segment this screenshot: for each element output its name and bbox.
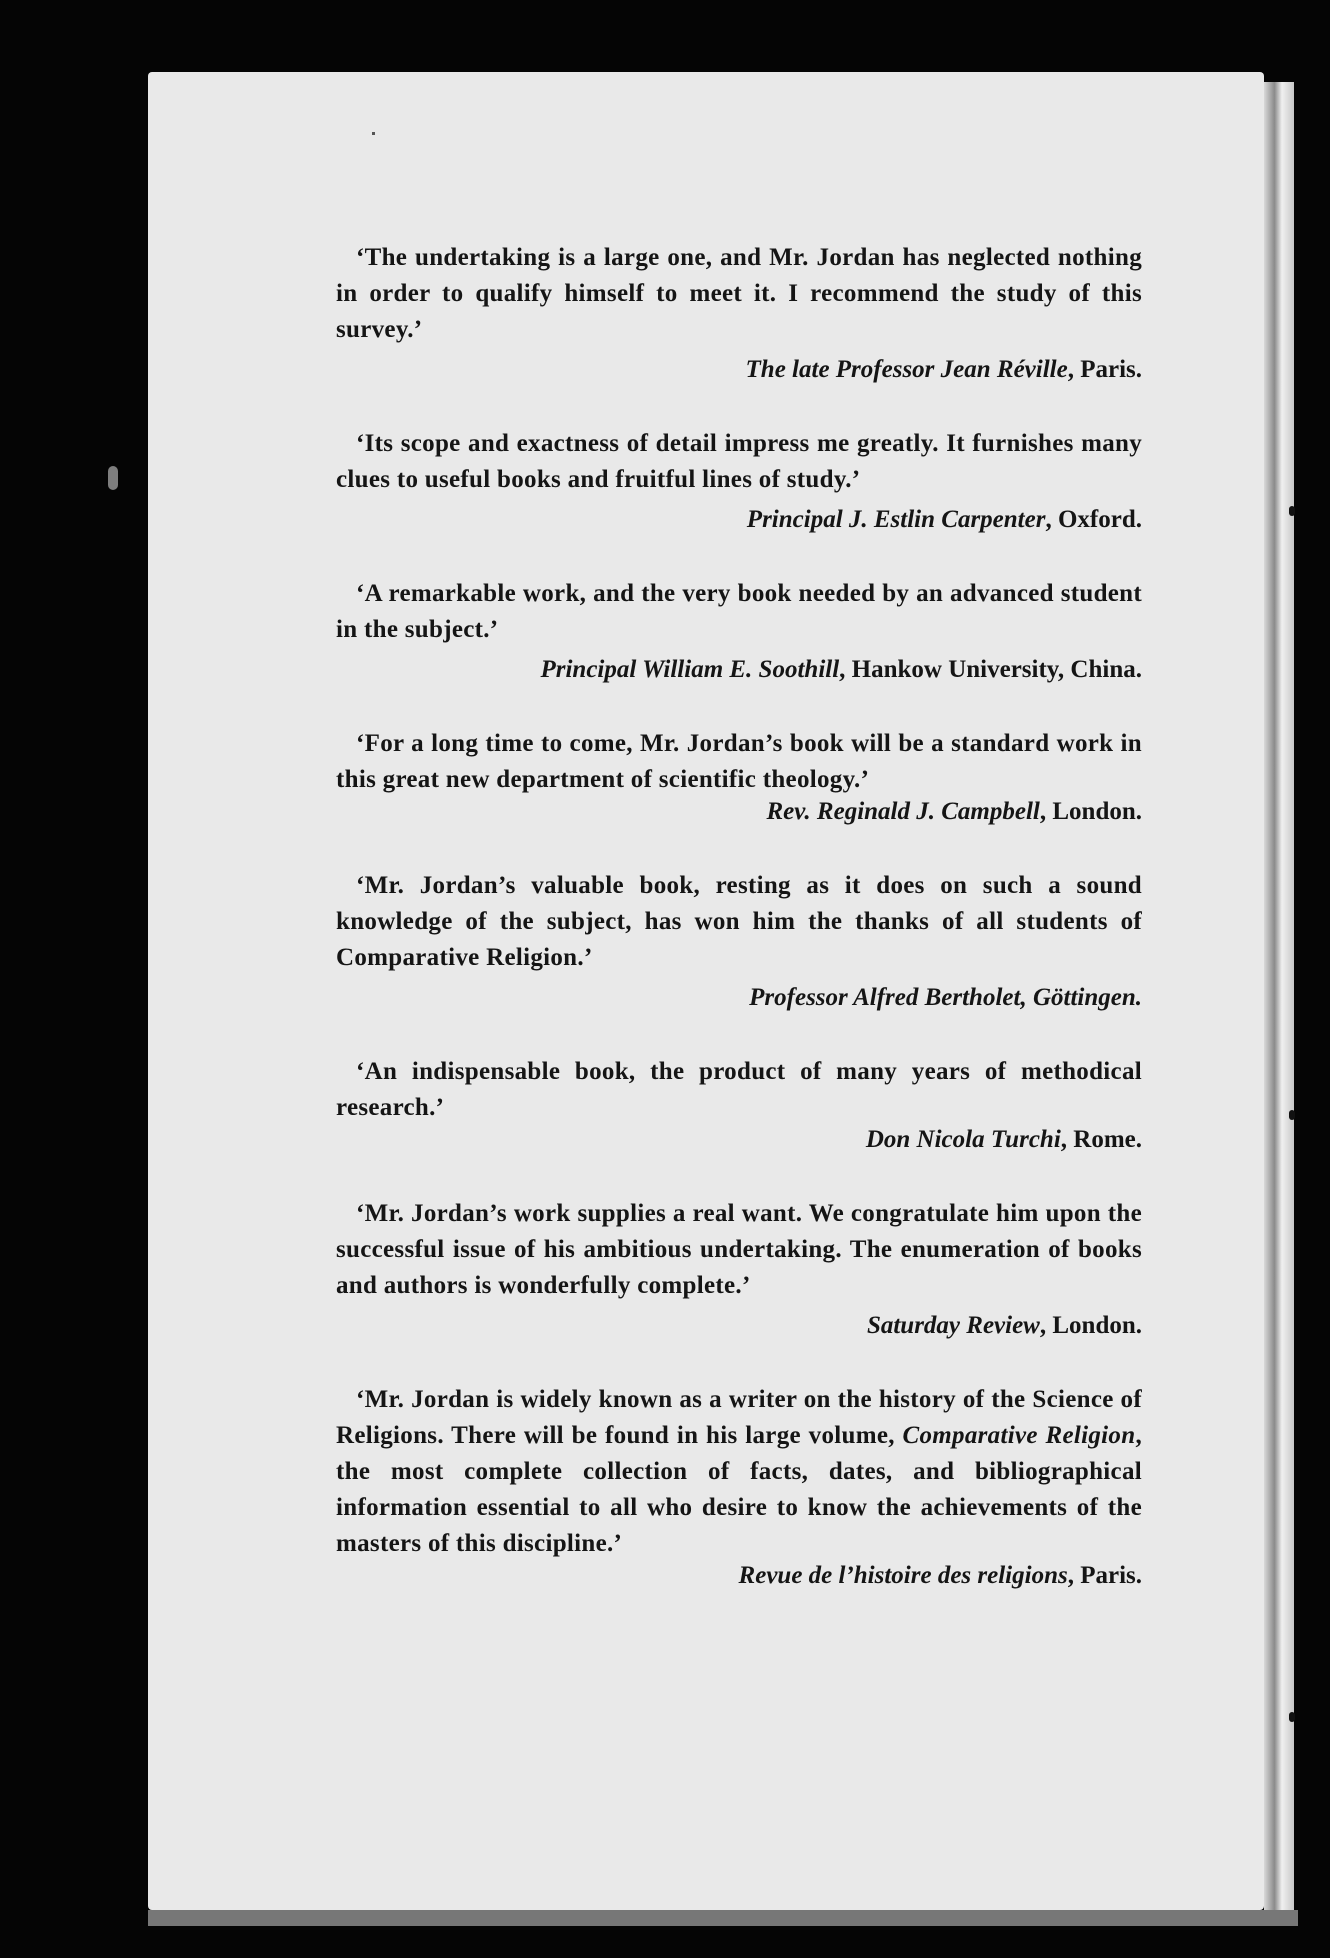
review-attribution: [336, 652, 1142, 688]
review-item: [336, 726, 1142, 830]
review-quote: ‘An indispensable book, the product of many years of methodical research.’: [336, 1058, 1142, 1121]
reviewer-name: Principal J. Estlin Carpenter: [746, 506, 1046, 533]
review-quote: [336, 1382, 1142, 1562]
reviewer-name: Rev. Reginald J. Campbell: [766, 798, 1040, 825]
review-attribution: [336, 1122, 1142, 1158]
review-item: [336, 868, 1142, 1016]
review-item: [336, 1196, 1142, 1344]
review-item: [336, 426, 1142, 538]
review-list: [336, 240, 1142, 1632]
review-quote: ‘The undertaking is a large one, and Mr. Jordan has neglected nothing in order to qualify himself to meet it. I recommend the study of this survey.’: [336, 244, 1142, 343]
reviewer-place: , Paris.: [1067, 356, 1142, 383]
binding-hole-mark: [1289, 1712, 1295, 1722]
review-item: [336, 576, 1142, 688]
review-quote: ‘A remarkable work, and the very book needed by an advanced student in the subject.’: [336, 580, 1142, 643]
review-quote: ‘Mr. Jordan’s work supplies a real want. We congratulate him upon the successful issue of his ambitious undertaking. The enumeration of books and authors is wonderfully complete.’: [336, 1200, 1142, 1299]
reviewer-place: , Oxford.: [1045, 506, 1142, 533]
review-attribution: [336, 502, 1142, 538]
review-item: [336, 1382, 1142, 1594]
review-attribution: [336, 352, 1142, 388]
binding-hole-mark: [1289, 1110, 1295, 1120]
reviewer-place: , Rome.: [1060, 1126, 1142, 1153]
facing-page-edge: [1264, 82, 1294, 1918]
scan-smudge: [108, 466, 118, 490]
review-quote-text: , the most complete collection of facts, dates, and bibliographical information essential to all who desire to know the achievements of the masters of this discipline.’: [336, 1422, 1142, 1557]
review-quote-text: ‘Mr. Jordan is widely known as a writer on the history of the Science of Religions. There will be found in his large volume,: [336, 1386, 1142, 1449]
review-attribution: [336, 794, 1142, 830]
reviewer-name: Professor Alfred Bertholet, Göttingen.: [749, 984, 1142, 1011]
reviewer-place: , Hankow University, China.: [839, 656, 1142, 683]
reviewer-place: , London.: [1039, 1312, 1142, 1339]
reviewer-name: The late Professor Jean Réville: [745, 356, 1068, 383]
reviewer-place: , London.: [1039, 798, 1142, 825]
review-attribution: [336, 1308, 1142, 1344]
reviewer-name: Saturday Review: [866, 1312, 1040, 1339]
review-quote: ‘Its scope and exactness of detail impress me greatly. It furnishes many clues to useful books and fruitful lines of study.’: [336, 430, 1142, 493]
print-speck: [372, 132, 375, 135]
reviewer-place: , Paris.: [1067, 1562, 1142, 1589]
book-title: Comparative Religion: [902, 1422, 1136, 1449]
binding-hole-mark: [1289, 506, 1295, 516]
review-item: [336, 1054, 1142, 1158]
review-attribution: [336, 1558, 1142, 1594]
review-quote: ‘Mr. Jordan’s valuable book, resting as it does on such a sound knowledge of the subject, has won him the thanks of all students of Comparative Religion.’: [336, 872, 1142, 971]
reviewer-name: Revue de l’histoire des religions: [738, 1562, 1068, 1589]
reviewer-name: Principal William E. Soothill: [540, 656, 840, 683]
reviewer-name: Don Nicola Turchi: [865, 1126, 1061, 1153]
review-item: [336, 240, 1142, 388]
review-attribution: [336, 980, 1142, 1016]
page-bottom-shadow: [148, 1910, 1298, 1926]
review-quote: ‘For a long time to come, Mr. Jordan’s book will be a standard work in this great new department of scientific theology.’: [336, 730, 1142, 793]
